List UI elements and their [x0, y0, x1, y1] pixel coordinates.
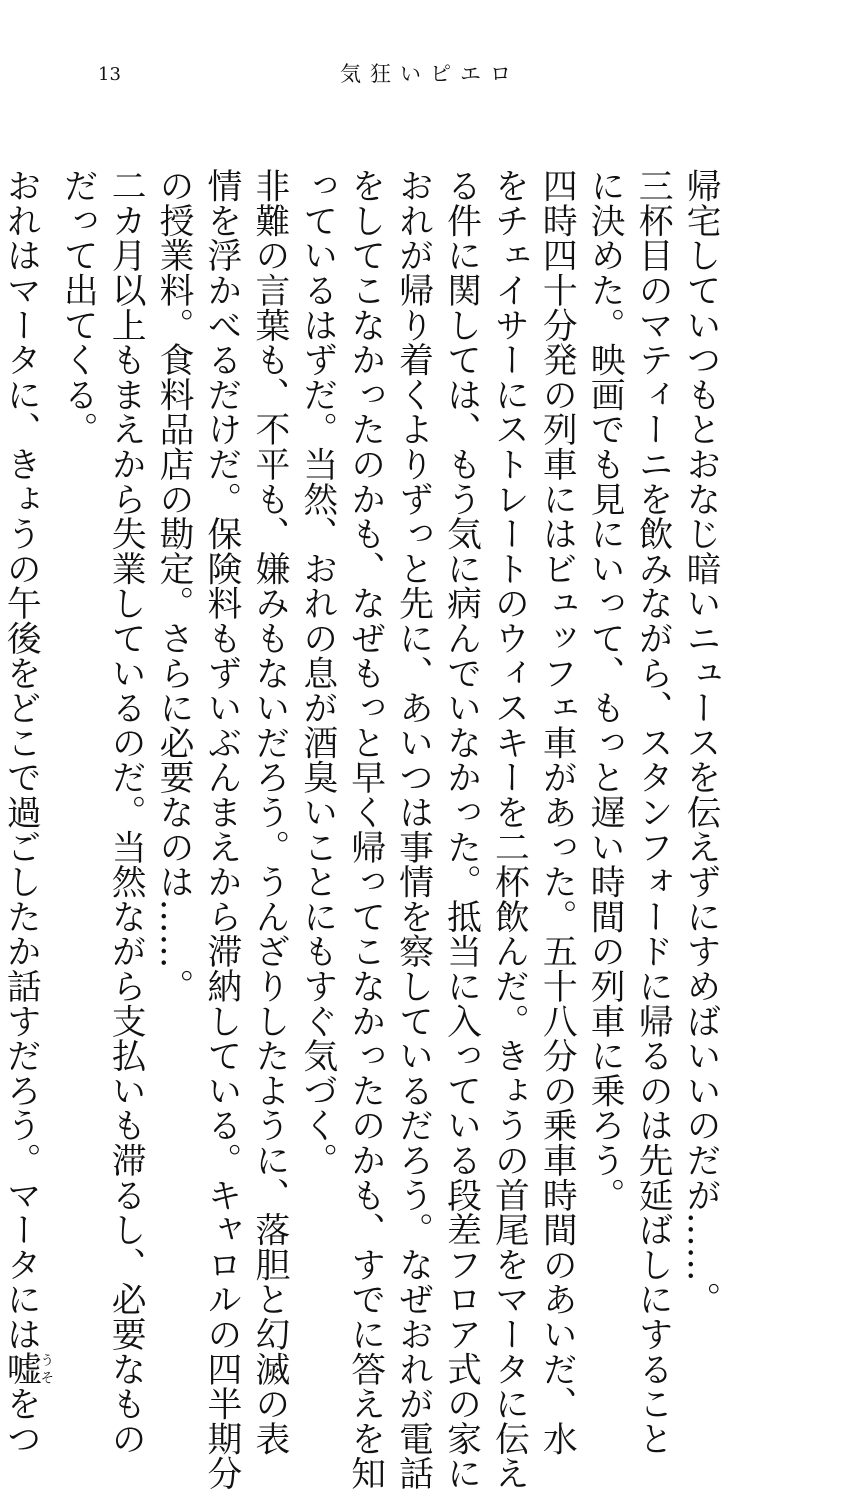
- text-line: 帰宅していつもとおなじ暗いニュースを伝えずにすめばいいのだが……。: [680, 167, 720, 1317]
- text-line: に決めた。映画でも見にいって、もっと遅い時間の列車に乗ろう。: [584, 167, 625, 1212]
- furigana-reading: うそ: [37, 1351, 54, 1386]
- text-line: る件に関しては、もう気に病んでいなかった。抵当に入っている段差フロア式の家に: [440, 167, 481, 1490]
- paragraph: [675, 133, 723, 1317]
- text-line: 四時四十分発の列車にはビュッフェ車があった。五十八分の乗車時間のあいだ、水: [536, 167, 577, 1456]
- text-line: っているはずだ。当然、おれの息が酒臭いことにもすぐ気づく。: [296, 167, 337, 1177]
- paragraph: [52, 133, 148, 1456]
- page-number: 13: [98, 64, 121, 85]
- text-line: の授業料。食料品店の勘定。さらに必要なのは……。: [153, 167, 194, 1003]
- text-line: 三杯目のマティーニを飲みながら、スタンフォードに帰るのは先延ばしにすること: [632, 167, 673, 1456]
- body-text: [0, 133, 723, 1490]
- text-line: 非難の言葉も、不平も、嫌みもないだろう。うんざりしたように、落胆と幻滅の表: [248, 167, 289, 1456]
- paragraph: [148, 133, 292, 1490]
- furigana-ruby: 嘘うそ: [0, 1351, 54, 1386]
- text-line: だって出てくる。: [57, 167, 98, 447]
- text-line: をしてこなかったのかも、なぜもっと早く帰ってこなかったのかも、すでに答えを知: [344, 167, 385, 1490]
- running-title: 気狂いピエロ: [340, 62, 520, 86]
- text-line: をチェイサーにストレートのウィスキーを二杯飲んだ。きょうの首尾をマータに伝え: [488, 167, 529, 1490]
- text-line: おれが帰り着くよりずっと先に、あいつは事情を察しているだろう。なぜおれが電話: [392, 167, 433, 1490]
- paragraph: [579, 133, 675, 1456]
- paragraph: [0, 133, 54, 1456]
- text-line: おれはマータに、きょうの午後をどこで過ごしたか話すだろう。マータには嘘うそをつ: [0, 167, 54, 1456]
- text-line: 二カ月以上もまえから失業しているのだ。当然ながら支払いも滞るし、必要なもの: [105, 167, 146, 1456]
- paragraph: [292, 133, 579, 1490]
- text-line: 情を浮かべるだけだ。保険料もずいぶんまえから滞納している。キャロルの四半期分: [200, 167, 241, 1490]
